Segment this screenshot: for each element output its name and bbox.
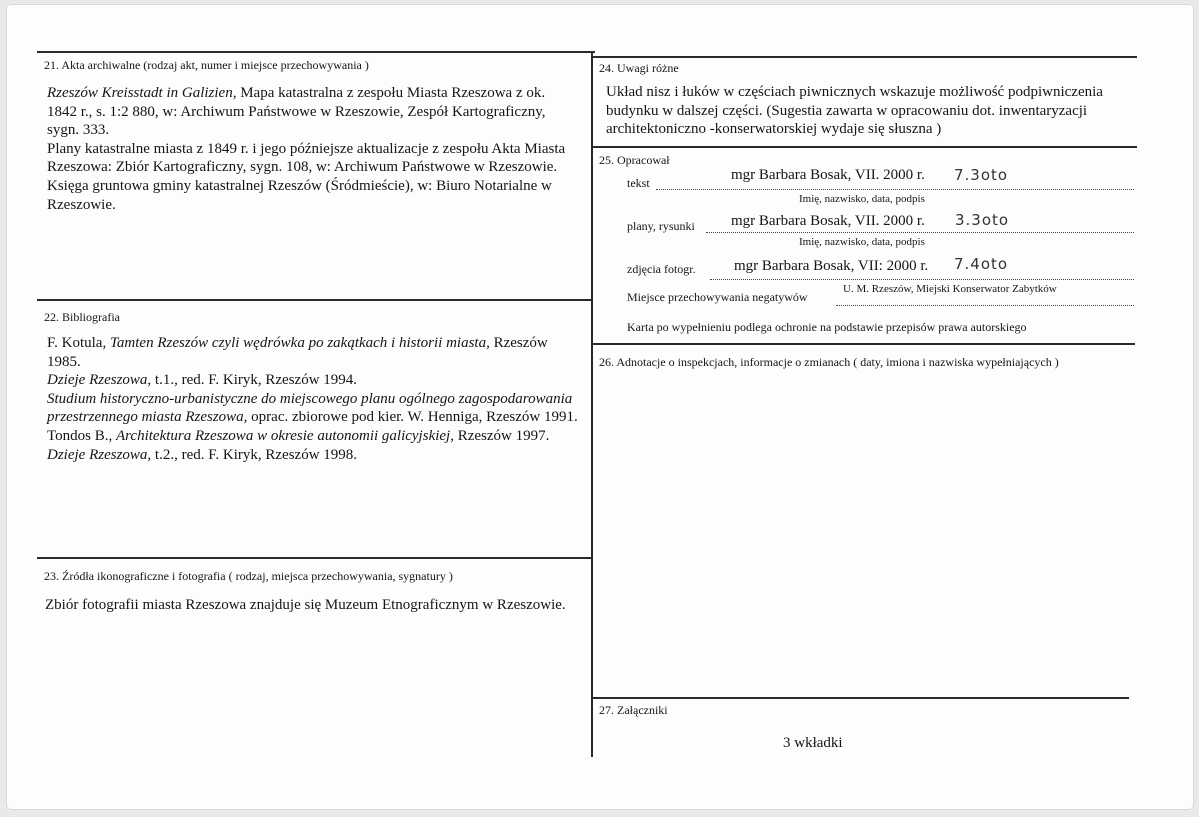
- plany-label: plany, rysunki: [627, 219, 695, 233]
- top-rule-left: [37, 51, 595, 53]
- section-25-heading: 25. Opracował: [599, 153, 670, 167]
- section-27-heading: 27. Załączniki: [599, 703, 668, 717]
- zdjecia-dotted-line: [710, 279, 1134, 280]
- tekst-label: tekst: [627, 176, 650, 190]
- section-22-heading: 22. Bibliografia: [44, 310, 120, 324]
- divider-22-23: [37, 557, 593, 559]
- top-rule-right: [592, 56, 1137, 58]
- copyright-note: Karta po wypełnieniu podlega ochronie na podstawie przepisów prawa autorskiego: [627, 320, 1027, 334]
- bibliography-entry: Tondos B., Architektura Rzeszowa w okresie autonomii galicyjskiej, Rzeszów 1997.: [47, 427, 550, 444]
- bibliography-entry: Dzieje Rzeszowa, t.2., red. F. Kiryk, Rzeszów 1998.: [47, 446, 358, 463]
- tekst-signature: 7.3oto: [954, 166, 1009, 184]
- section-24-body: Układ nisz i łuków w częściach piwnicznych wskazuje możliwość podpiwniczenia budynku w dalszej części. (Sugestia zawarta w opracowaniu dot. inwentaryzacji architektoniczno -konserwatorskiej wydaje się słuszna ): [606, 84, 1103, 138]
- section-22-body: [47, 334, 580, 464]
- divider-25-26: [592, 343, 1135, 345]
- plany-dotted-line: [706, 232, 1134, 233]
- section-26-heading: 26. Adnotacje o inspekcjach, informacje o zmianach ( daty, imiona i nazwiska wypełniających ): [599, 355, 1059, 369]
- bibliography-entry: Dzieje Rzeszowa, t.1., red. F. Kiryk, Rzeszów 1994.: [47, 372, 358, 389]
- divider-26-27: [592, 697, 1129, 699]
- archive-entry-3: Księga gruntowa gminy katastralnej Rzeszów (Śródmieście), w: Biuro Notarialne w Rzeszowie.: [47, 177, 552, 213]
- bibliography-entry: F. Kotula, Tamten Rzeszów czyli wędrówka po zakątkach i historii miasta, Rzeszów 1985.: [47, 335, 548, 370]
- divider-24-25: [592, 146, 1137, 148]
- zdjecia-value: mgr Barbara Bosak, VII: 2000 r.: [734, 258, 929, 274]
- tekst-caption: Imię, nazwisko, data, podpis: [799, 193, 925, 205]
- plany-value: mgr Barbara Bosak, VII. 2000 r.: [731, 213, 925, 229]
- section-23-heading: 23. Źródła ikonograficzne i fotografia ( rodzaj, miejsca przechowywania, sygnatury ): [44, 569, 453, 583]
- negatywy-dotted-line: [836, 305, 1134, 306]
- negatywy-value: U. M. Rzeszów, Miejski Konserwator Zabytków: [843, 283, 1057, 295]
- plany-caption: Imię, nazwisko, data, podpis: [799, 236, 925, 248]
- bibliography-entry: Studium historyczno-urbanistyczne do miejscowego planu ogólnego zagospodarowania przestrzennego miasta Rzeszowa, oprac. zbiorowe pod kier. W. Henniga, Rzeszów 1991.: [47, 390, 578, 426]
- archive-entry-1: Rzeszów Kreisstadt in Galizien, Mapa katastralna z zespołu Miasta Rzeszowa z ok. 1842 r., s. 1:2 880, w: Archiwum Państwowe w Rzeszowie, Zespół Kartograficzny, sygn. 333.: [47, 85, 546, 139]
- section-21-body: [47, 84, 575, 214]
- tekst-dotted-line: [656, 189, 1134, 190]
- divider-21-22: [37, 299, 593, 301]
- section-24-heading: 24. Uwagi różne: [599, 61, 679, 75]
- section-23-body: Zbiór fotografii miasta Rzeszowa znajduje się Muzeum Etnograficznym w Rzeszowie.: [45, 597, 566, 613]
- tekst-value: mgr Barbara Bosak, VII. 2000 r.: [731, 167, 925, 183]
- plany-signature: 3.3oto: [955, 211, 1010, 229]
- center-divider: [591, 51, 593, 757]
- zdjecia-signature: 7.4oto: [954, 255, 1009, 273]
- negatywy-label: Miejsce przechowywania negatywów: [627, 290, 808, 304]
- attachments-value: 3 wkładki: [783, 735, 843, 751]
- archive-entry-2: Plany katastralne miasta z 1849 r. i jego późniejsze aktualizacje z zespołu Akta Miasta Rzeszowa: Zbiór Kartograficzny, sygn. 108, w: Archiwum Państwowe w Rzeszowie.: [47, 140, 566, 176]
- zdjecia-label: zdjęcia fotogr.: [627, 262, 696, 276]
- section-21-heading: 21. Akta archiwalne (rodzaj akt, numer i miejsce przechowywania ): [44, 58, 369, 72]
